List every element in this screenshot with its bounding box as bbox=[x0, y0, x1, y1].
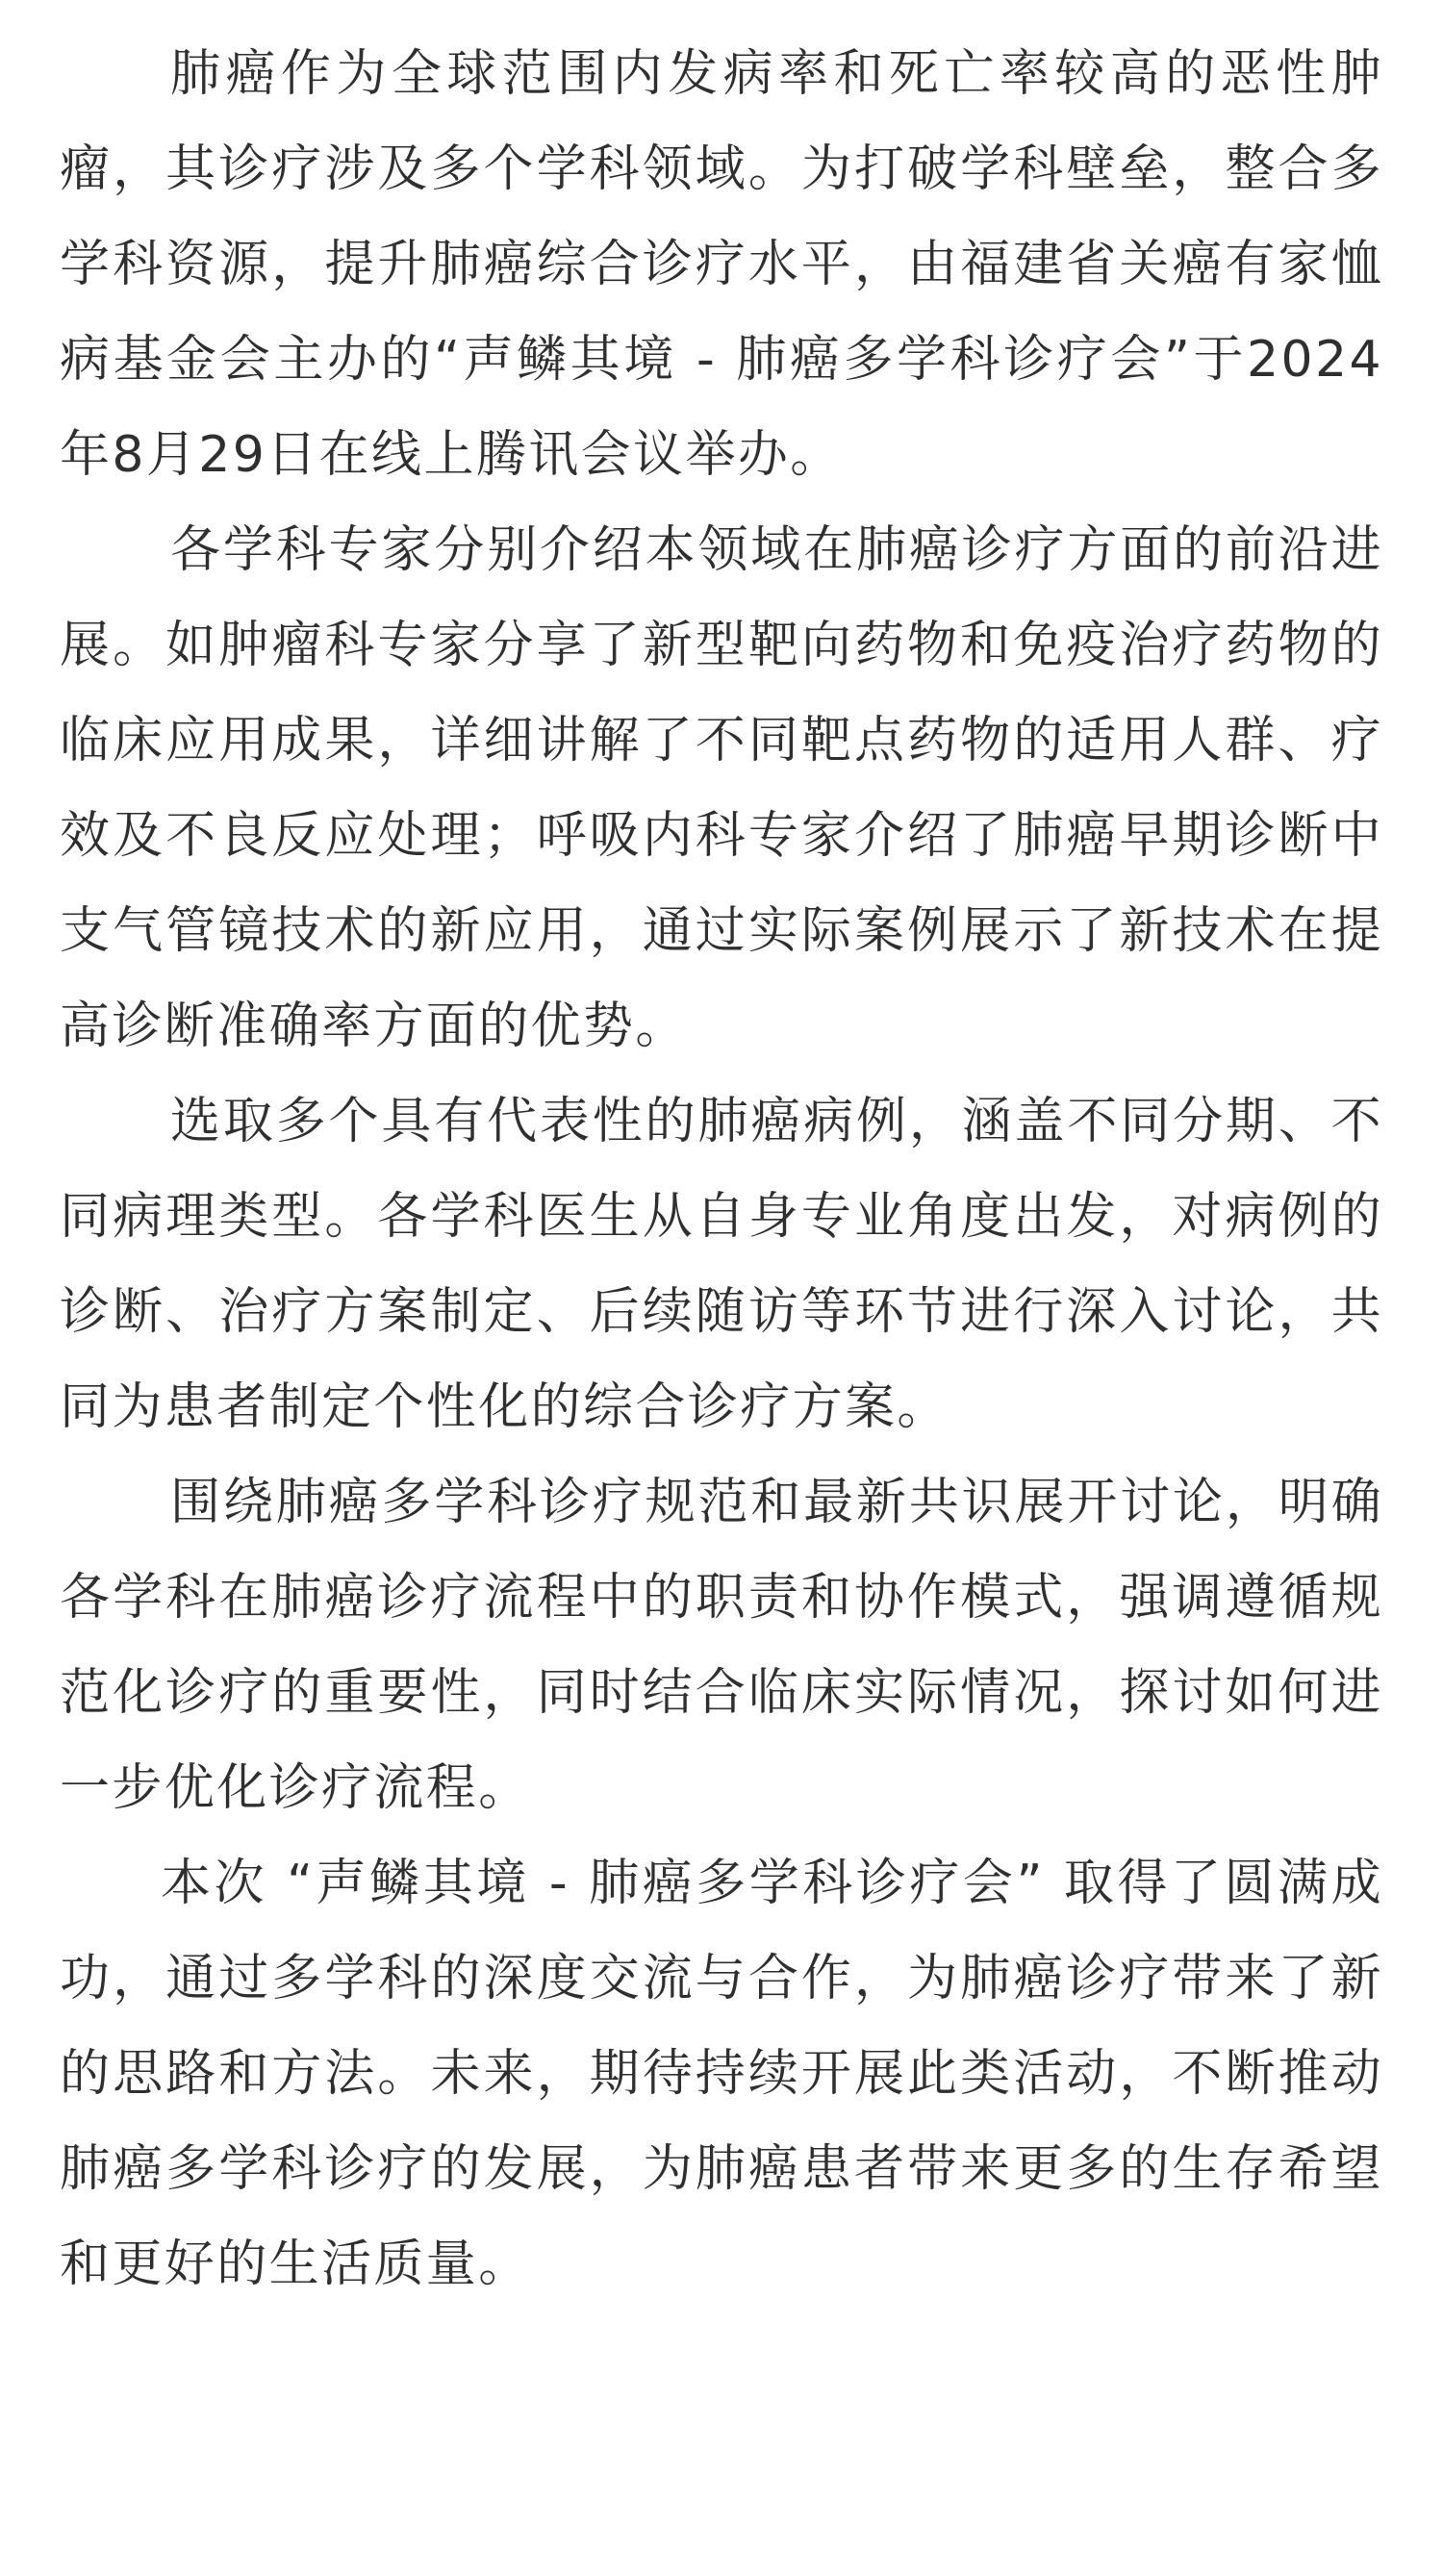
paragraph-case-discussion: 选取多个具有代表性的肺癌病例，涵盖不同分期、不同病理类型。各学科医生从自身专业角度出发，对病例的诊断、治疗方案制定、后续随访等环节进行深入讨论，共同为患者制定个性化的综合诊疗方案。 bbox=[60, 1093, 1383, 1436]
paragraph-expert-reports: 各学科专家分别介绍本领域在肺癌诊疗方面的前沿进展。如肿瘤科专家分享了新型靶向药物和免疫治疗药物的临床应用成果，详细讲解了不同靶点药物的适用人群、疗效及不良反应处理；呼吸内科专家介绍了肺癌早期诊断中支气管镜技术的新应用，通过实际案例展示了新技术在提高诊断准确率方面的优势。 bbox=[60, 521, 1383, 1055]
paragraph-guidelines: 围绕肺癌多学科诊疗规范和最新共识展开讨论，明确各学科在肺癌诊疗流程中的职责和协作模式，强调遵循规范化诊疗的重要性，同时结合临床实际情况，探讨如何进一步优化诊疗流程。 bbox=[60, 1474, 1383, 1817]
paragraph-conclusion: 本次 “声鳞其境 - 肺癌多学科诊疗会” 取得了圆满成功，通过多学科的深度交流与合作，为肺癌诊疗带来了新的思路和方法。未来，期待持续开展此类活动，不断推动肺癌多学科诊疗的发展，为肺癌患者带来更多的生存希望和更好的生活质量。 bbox=[60, 1855, 1383, 2293]
article-body bbox=[60, 27, 1383, 2312]
paragraph-intro: 肺癌作为全球范围内发病率和死亡率较高的恶性肿瘤，其诊疗涉及多个学科领域。为打破学科壁垒，整合多学科资源，提升肺癌综合诊疗水平，由福建省关癌有家恤病基金会主办的“声鳞其境 - 肺癌多学科诊疗会”于2024年8月29日在线上腾讯会议举办。 bbox=[60, 45, 1383, 484]
